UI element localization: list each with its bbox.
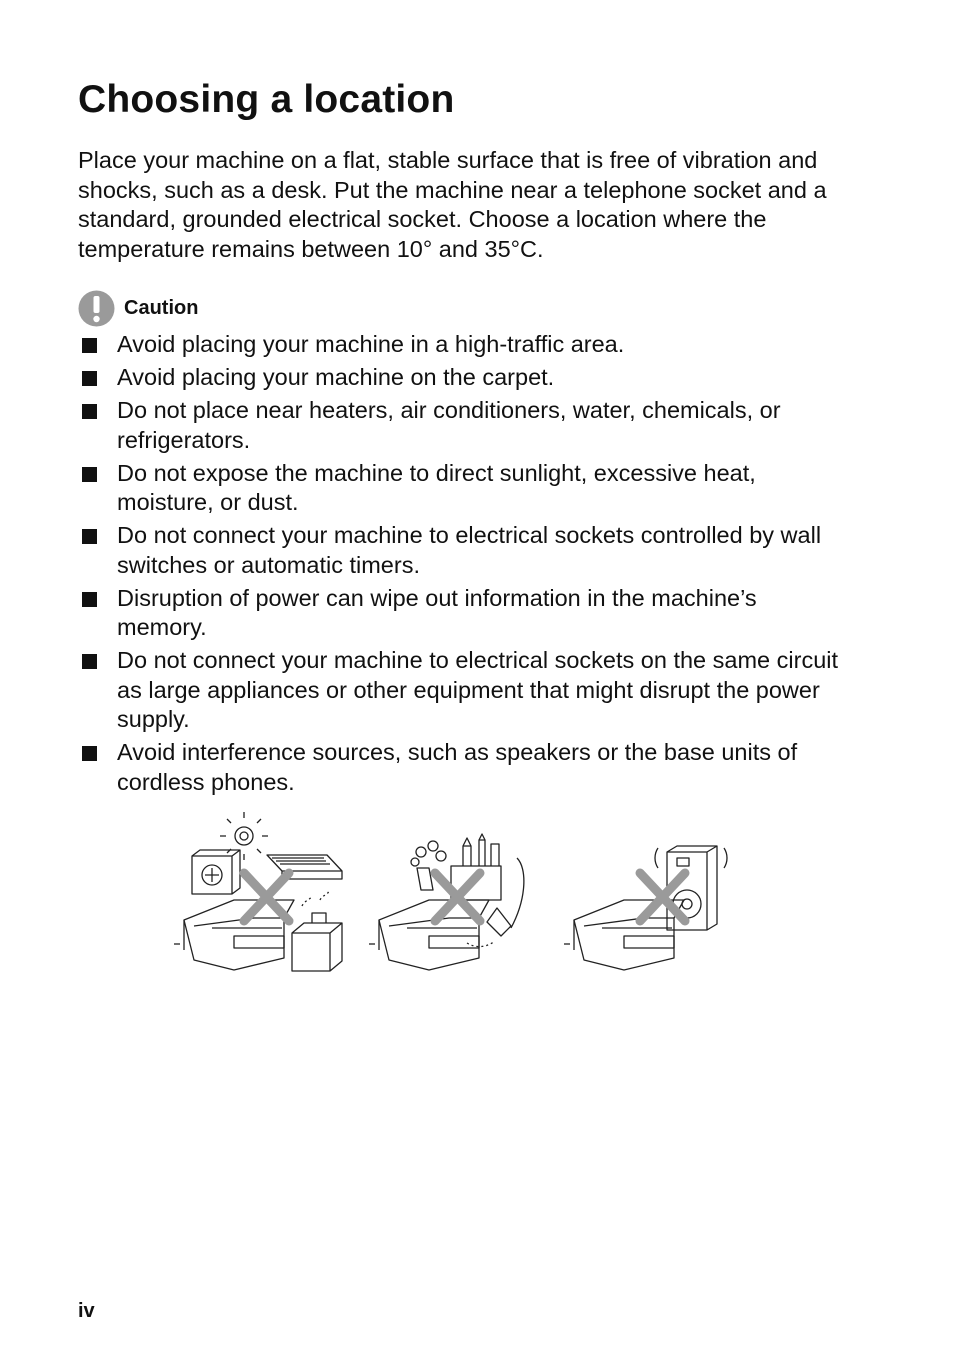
bullet-square-icon [82, 654, 97, 669]
page-number: iv [78, 1300, 95, 1322]
heat-sun-illustration [174, 812, 342, 971]
caution-header [78, 290, 198, 326]
list-item [78, 363, 838, 393]
bullet-square-icon [82, 529, 97, 544]
list-item [78, 330, 838, 360]
list-item [78, 521, 838, 580]
water-chemicals-illustration [369, 834, 524, 970]
bullet-square-icon [82, 467, 97, 482]
bullet-square-icon [82, 592, 97, 607]
bullet-square-icon [82, 404, 97, 419]
placement-illustrations [172, 808, 742, 978]
list-item [78, 738, 838, 797]
speaker-interference-illustration [564, 846, 727, 970]
list-item [78, 646, 838, 735]
bullet-square-icon [82, 371, 97, 386]
list-item-text: Do not expose the machine to direct sunlight, excessive heat, moisture, or dust. [117, 459, 756, 515]
bullet-square-icon [82, 746, 97, 761]
list-item [78, 584, 838, 643]
caution-bullet-list [78, 330, 838, 801]
caution-label: Caution [124, 296, 199, 319]
intro-paragraph: Place your machine on a flat, stable surface that is free of vibration and shocks, such as a desk. Put the machine near a telephone socket and a standard, grounded electrical socket. Choose a location where the temperature remains between 10° and 35°C. [78, 147, 827, 262]
placement-illustrations-svg [172, 808, 742, 978]
page-title: Choosing a location [78, 78, 455, 121]
list-item-text: Disruption of power can wipe out information in the machine’s memory. [117, 584, 757, 640]
list-item-text: Do not connect your machine to electrical sockets controlled by wall switches or automatic timers. [117, 522, 822, 578]
caution-icon [78, 290, 115, 327]
list-item-text: Do not connect your machine to electrical sockets on the same circuit as large appliances or other equipment that might disrupt the power supply. [117, 647, 839, 732]
bullet-square-icon [82, 338, 97, 353]
list-item-text: Avoid interference sources, such as speakers or the base units of cordless phones. [117, 739, 798, 795]
list-item [78, 396, 838, 455]
list-item-text: Do not place near heaters, air conditioners, water, chemicals, or refrigerators. [117, 397, 781, 453]
list-item-text: Avoid placing your machine in a high-traffic area. [117, 331, 625, 357]
list-item [78, 459, 838, 518]
list-item-text: Avoid placing your machine on the carpet. [117, 364, 555, 390]
